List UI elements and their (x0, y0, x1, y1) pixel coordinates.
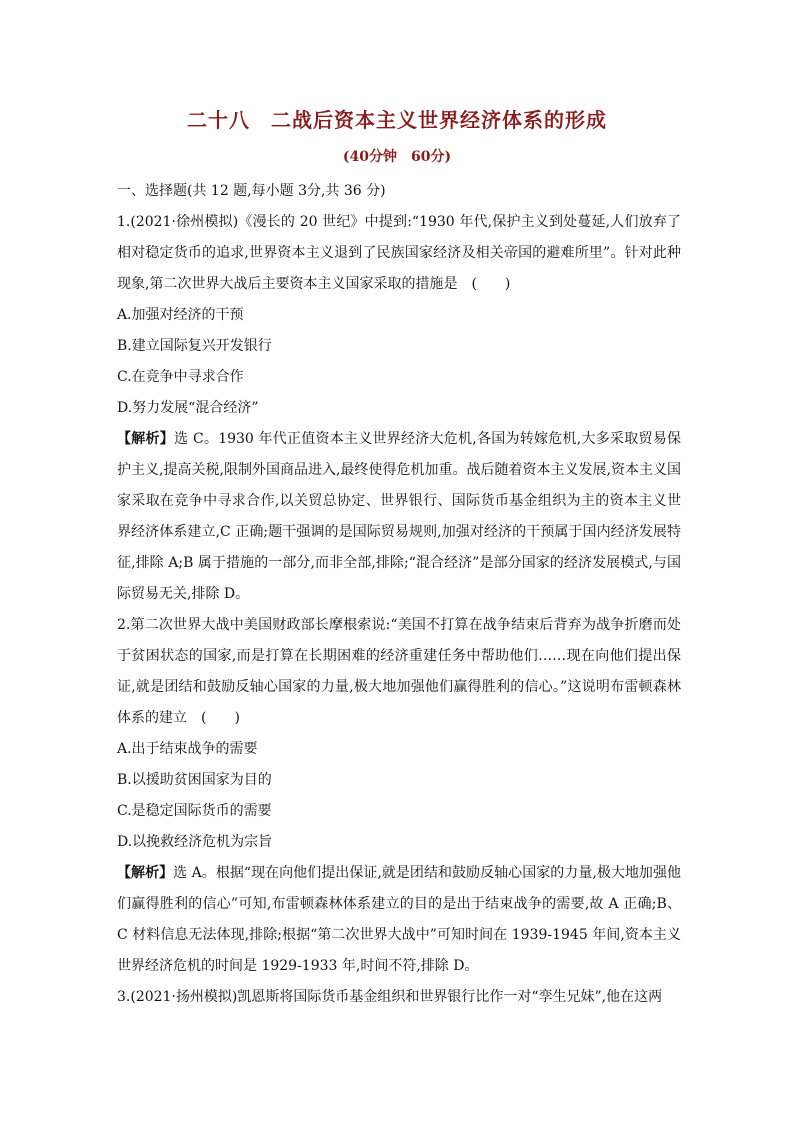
analysis (117, 424, 681, 610)
analysis-tag: 【解析】 (117, 431, 175, 447)
question-1 (117, 207, 681, 610)
analysis-text: 选 C。1930 年代正值资本主义世界经济大危机,各国为转嫁危机,大多采取贸易保护主义,提高关税,限制外国商品进入,最终使得危机加重。战后随着资本主义发展,资本主义国家采取在竞争中寻求合作,以关贸总协定、世界银行、国际货币基金组织为主的资本主义世界经济体系建立,C 正确;题干强调的是国际贸易规则,加强对经济的干预属于国内经济发展特征,排除 A;B 属于措施的一部分,而非全部,排除;“混合经济”是部分国家的经济发展模式,与国际贸易无关,排除 D。 (117, 431, 682, 602)
option-a: A.出于结束战争的需要 (117, 741, 258, 757)
option-d: D.以挽救经济危机为宗旨 (117, 834, 273, 850)
question-stem: 2.第二次世界大战中美国财政部长摩根索说:“美国不打算在战争结束后背弃为战争折磨而处于贫困状态的国家,而是打算在长期困难的经济重建任务中帮助他们……现在向他们提出保证,就是团结和鼓励反轴心国家的力量,极大地加强他们赢得胜利的信心。”这说明布雷顿森林体系的建立 ( ) (117, 617, 681, 726)
question-2 (117, 610, 681, 982)
page-subtitle: (40分钟 60分) (342, 149, 452, 165)
option-b: B.建立国际复兴开发银行 (117, 338, 272, 354)
analysis-text: 选 A。根据“现在向他们提出保证,就是团结和鼓励反轴心国家的力量,极大地加强他们赢得胜利的信心”可知,布雷顿森林体系建立的目的是出于结束战争的需要,故 A 正确;B、C 材料信息无法体现,排除;根据“第二次世界大战中”可知时间在 1939-1945 年间,资本主义世界经济危机的时间是 1929-1933 年,时间不符,排除 D。 (117, 865, 682, 974)
option-a: A.加强对经济的干预 (117, 307, 244, 323)
page-title: 二十八 二战后资本主义世界经济体系的形成 (187, 108, 607, 132)
option-d: D.努力发展“混合经济” (117, 400, 259, 416)
option-b: B.以援助贫困国家为目的 (117, 772, 272, 788)
question-stem: 1.(2021·徐州模拟)《漫长的 20 世纪》中提到:“1930 年代,保护主义到处蔓延,人们放弃了相对稳定货币的追求,世界资本主义退到了民族国家经济及相关帝国的避难所里”。针对此种现象,第二次世界大战后主要资本主义国家采取的措施是 ( ) (117, 214, 681, 292)
option-c: C.在竞争中寻求合作 (117, 369, 244, 385)
option-c: C.是稳定国际货币的需要 (117, 803, 272, 819)
section-heading: 一、选择题(共 12 题,每小题 3分,共 36 分) (117, 183, 386, 199)
question-3 (117, 982, 681, 1013)
analysis-tag: 【解析】 (117, 865, 174, 881)
analysis (117, 858, 681, 982)
question-stem: 3.(2021·扬州模拟)凯恩斯将国际货币基金组织和世界银行比作一对“孪生兄妹”,他在这两 (117, 989, 663, 1005)
document-body (117, 176, 681, 1013)
